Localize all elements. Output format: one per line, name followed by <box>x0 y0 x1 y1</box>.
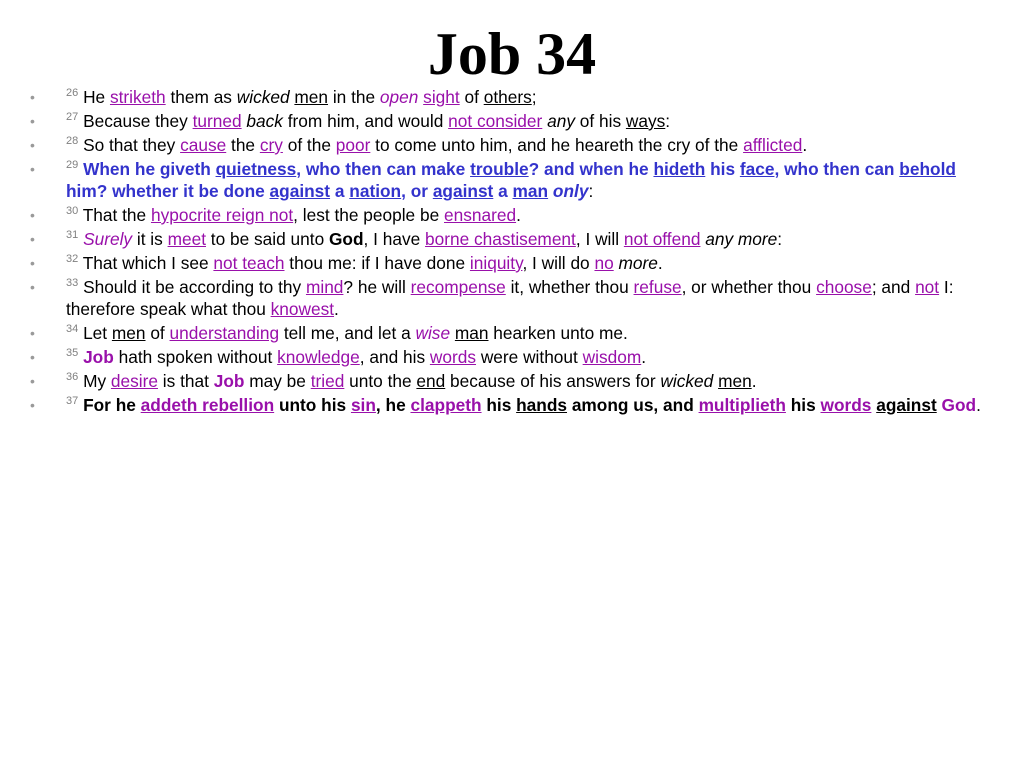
word-link[interactable]: cause <box>180 135 227 155</box>
bullet-icon: • <box>30 89 35 105</box>
italic-word: any <box>547 111 575 131</box>
highlighted-verse <box>66 159 956 201</box>
verse-text: because of his answers for <box>445 371 661 391</box>
word-link[interactable]: desire <box>110 371 158 391</box>
word-link[interactable]: multiplieth <box>698 395 786 415</box>
verse-26 <box>30 86 1000 108</box>
verse-text: unto the <box>344 371 417 391</box>
verse-number: 32 <box>66 253 79 266</box>
word-link[interactable]: ensnared <box>444 205 517 225</box>
verse-number: 30 <box>66 205 79 218</box>
verse-text: hearken unto me. <box>488 323 628 343</box>
verse-text: , I have <box>363 229 426 249</box>
italic-word: Surely <box>83 229 133 249</box>
word-link[interactable]: iniquity <box>469 253 523 273</box>
verse-text: Should it be according to thy <box>83 277 306 297</box>
verse-text: of his <box>574 111 626 131</box>
verse-text: thou me: if I have done <box>284 253 470 273</box>
verse-text: . <box>516 205 521 225</box>
verse-text: Because they <box>83 111 193 131</box>
verse-text: hath spoken without <box>113 347 278 367</box>
verse-text: is that <box>157 371 214 391</box>
verse-text: to be said unto <box>206 229 329 249</box>
word-link[interactable]: hideth <box>653 159 706 179</box>
word-link[interactable]: choose <box>816 277 872 297</box>
word-link[interactable]: against <box>876 395 937 415</box>
word-link[interactable]: against <box>432 181 494 201</box>
verse-28 <box>30 134 1000 156</box>
verse-number: 27 <box>66 111 79 124</box>
verse-text: may be <box>244 371 311 391</box>
word-link[interactable]: words <box>429 347 477 367</box>
verse-36 <box>30 370 1000 392</box>
verse-number: 33 <box>66 277 79 290</box>
word-link[interactable]: trouble <box>470 159 529 179</box>
verse-text: tell me, and let a <box>279 323 416 343</box>
verse-text: My <box>83 371 111 391</box>
word-link[interactable]: face <box>739 159 775 179</box>
word-link[interactable]: ways <box>625 111 666 131</box>
bullet-icon: • <box>30 255 35 271</box>
word-link[interactable]: not offend <box>623 229 701 249</box>
bold-verse <box>83 395 976 415</box>
word-link[interactable]: against <box>269 181 331 201</box>
verse-text: , I will <box>575 229 624 249</box>
word-link[interactable]: tried <box>310 371 345 391</box>
word-link[interactable]: quietness <box>215 159 297 179</box>
verse-text: a <box>330 181 350 201</box>
italic-word: only <box>552 181 589 201</box>
word-link[interactable]: refuse <box>633 277 682 297</box>
verse-text: his <box>705 159 740 179</box>
word-link[interactable]: men <box>111 323 146 343</box>
verse-27 <box>30 110 1000 132</box>
word-link[interactable]: nation <box>349 181 402 201</box>
verse-text: ? and when he <box>528 159 654 179</box>
word-link[interactable]: wisdom <box>582 347 642 367</box>
verse-31 <box>30 228 1000 250</box>
word-link[interactable]: not <box>915 277 940 297</box>
verse-text: them as <box>165 87 237 107</box>
verse-text: . <box>976 395 981 415</box>
word-link[interactable]: not teach <box>213 253 285 273</box>
word-link[interactable]: knowest <box>270 299 335 319</box>
bullet-icon: • <box>30 397 35 413</box>
verse-text: among us, and <box>567 395 699 415</box>
verse-text: . <box>802 135 808 155</box>
word-link[interactable]: man <box>512 181 549 201</box>
word-link[interactable]: knowledge <box>277 347 360 367</box>
verse-text: Let <box>83 323 112 343</box>
italic-word: more <box>618 253 658 273</box>
verse-text: I: therefore speak what thou <box>66 277 954 319</box>
verse-37 <box>30 394 1000 416</box>
verse-text: the <box>226 135 260 155</box>
verse-text: it is <box>132 229 168 249</box>
verse-number: 36 <box>66 371 79 384</box>
verse-text: in the <box>328 87 380 107</box>
word-link[interactable]: behold <box>899 159 956 179</box>
verse-32 <box>30 252 1000 274</box>
verse-text: unto his <box>274 395 351 415</box>
word-link[interactable]: mind <box>305 277 344 297</box>
italic-word: open <box>379 87 419 107</box>
verse-text: from him, and would <box>282 111 449 131</box>
bold-word: Job <box>83 347 114 367</box>
word-link[interactable]: sin <box>350 395 376 415</box>
verse-33 <box>30 276 1000 320</box>
word-link[interactable]: borne chastisement <box>425 229 576 249</box>
word-link[interactable]: hypocrite reign not <box>150 205 294 225</box>
word-link[interactable]: men <box>718 371 752 391</box>
verse-34 <box>30 322 1000 344</box>
bullet-icon: • <box>30 349 35 365</box>
word-link[interactable]: recompense <box>410 277 506 297</box>
verse-29 <box>30 158 1000 202</box>
verse-text: , who then can make <box>296 159 471 179</box>
italic-word: wise <box>415 323 451 343</box>
verse-text: were without <box>476 347 583 367</box>
verse-text: ? he will <box>343 277 411 297</box>
word-link[interactable]: men <box>294 87 329 107</box>
verse-text: a <box>493 181 513 201</box>
bold-word: God <box>328 229 364 249</box>
verse-text: : <box>588 181 594 201</box>
verse-number: 28 <box>66 135 79 148</box>
verse-text: of <box>145 323 170 343</box>
verse-text: , who then can <box>774 159 900 179</box>
word-link[interactable]: addeth rebellion <box>140 395 275 415</box>
verse-text: : <box>777 229 783 249</box>
word-link[interactable]: clappeth <box>410 395 482 415</box>
word-link[interactable]: not consider <box>448 111 543 131</box>
verse-text: , or <box>401 181 433 201</box>
verse-text: of <box>459 87 484 107</box>
verse-text: ; <box>531 87 537 107</box>
verse-text: . <box>334 299 339 319</box>
verse-text: him? whether it be done <box>66 181 270 201</box>
word-link[interactable]: words <box>820 395 872 415</box>
verse-text: , he <box>375 395 411 415</box>
slide-title: Job 34 <box>427 21 597 87</box>
verse-text: That the <box>82 205 151 225</box>
verse-text: When he giveth <box>83 159 216 179</box>
verse-text: to come unto him, and he heareth the cry of the <box>370 135 744 155</box>
bullet-icon: • <box>30 373 35 389</box>
italic-word: back <box>246 111 283 131</box>
verse-35 <box>30 346 1000 368</box>
verse-text: . <box>657 253 663 273</box>
word-link[interactable]: sight <box>423 87 460 107</box>
verse-text: , I will do <box>522 253 595 273</box>
verse-text: . <box>751 371 757 391</box>
verse-number: 35 <box>66 347 79 360</box>
bullet-icon: • <box>30 207 35 223</box>
word-link[interactable]: end <box>416 371 446 391</box>
verse-number: 37 <box>66 395 79 408</box>
bullet-icon: • <box>30 325 35 341</box>
word-link[interactable]: no <box>594 253 614 273</box>
word-link[interactable]: others <box>483 87 532 107</box>
verse-text: his <box>785 395 821 415</box>
verse-text: of the <box>282 135 336 155</box>
verse-text: . <box>641 347 647 367</box>
verse-text: That which I see <box>82 253 214 273</box>
bullet-icon: • <box>30 231 35 247</box>
verse-text: his <box>481 395 517 415</box>
verse-text: For he <box>83 395 141 415</box>
italic-word: wicked <box>236 87 290 107</box>
verse-number: 26 <box>66 87 79 100</box>
italic-word: wicked <box>660 371 714 391</box>
bold-word: God <box>941 395 977 415</box>
verse-30 <box>30 204 1000 226</box>
bullet-icon: • <box>30 161 35 177</box>
word-link[interactable]: hands <box>516 395 568 415</box>
verse-text: So that they <box>83 135 181 155</box>
italic-word: any more <box>705 229 778 249</box>
verse-list <box>30 86 1000 418</box>
bold-word: Job <box>213 371 245 391</box>
verse-text: it, whether thou <box>505 277 634 297</box>
word-link[interactable]: understanding <box>169 323 280 343</box>
word-link[interactable]: poor <box>335 135 371 155</box>
word-link[interactable]: turned <box>192 111 242 131</box>
word-link[interactable]: afflicted <box>743 135 803 155</box>
verse-number: 31 <box>66 229 79 242</box>
word-link[interactable]: man <box>454 323 489 343</box>
word-link[interactable]: meet <box>167 229 206 249</box>
verse-number: 29 <box>66 159 79 172</box>
word-link[interactable]: striketh <box>109 87 166 107</box>
verse-text: , lest the people be <box>293 205 444 225</box>
verse-text: , or whether thou <box>681 277 817 297</box>
verse-text: He <box>83 87 110 107</box>
bullet-icon: • <box>30 113 35 129</box>
verse-text: : <box>665 111 671 131</box>
bullet-icon: • <box>30 279 35 295</box>
bullet-icon: • <box>30 137 35 153</box>
word-link[interactable]: cry <box>259 135 283 155</box>
verse-number: 34 <box>66 323 79 336</box>
verse-text: , and his <box>359 347 430 367</box>
verse-text: ; and <box>871 277 916 297</box>
